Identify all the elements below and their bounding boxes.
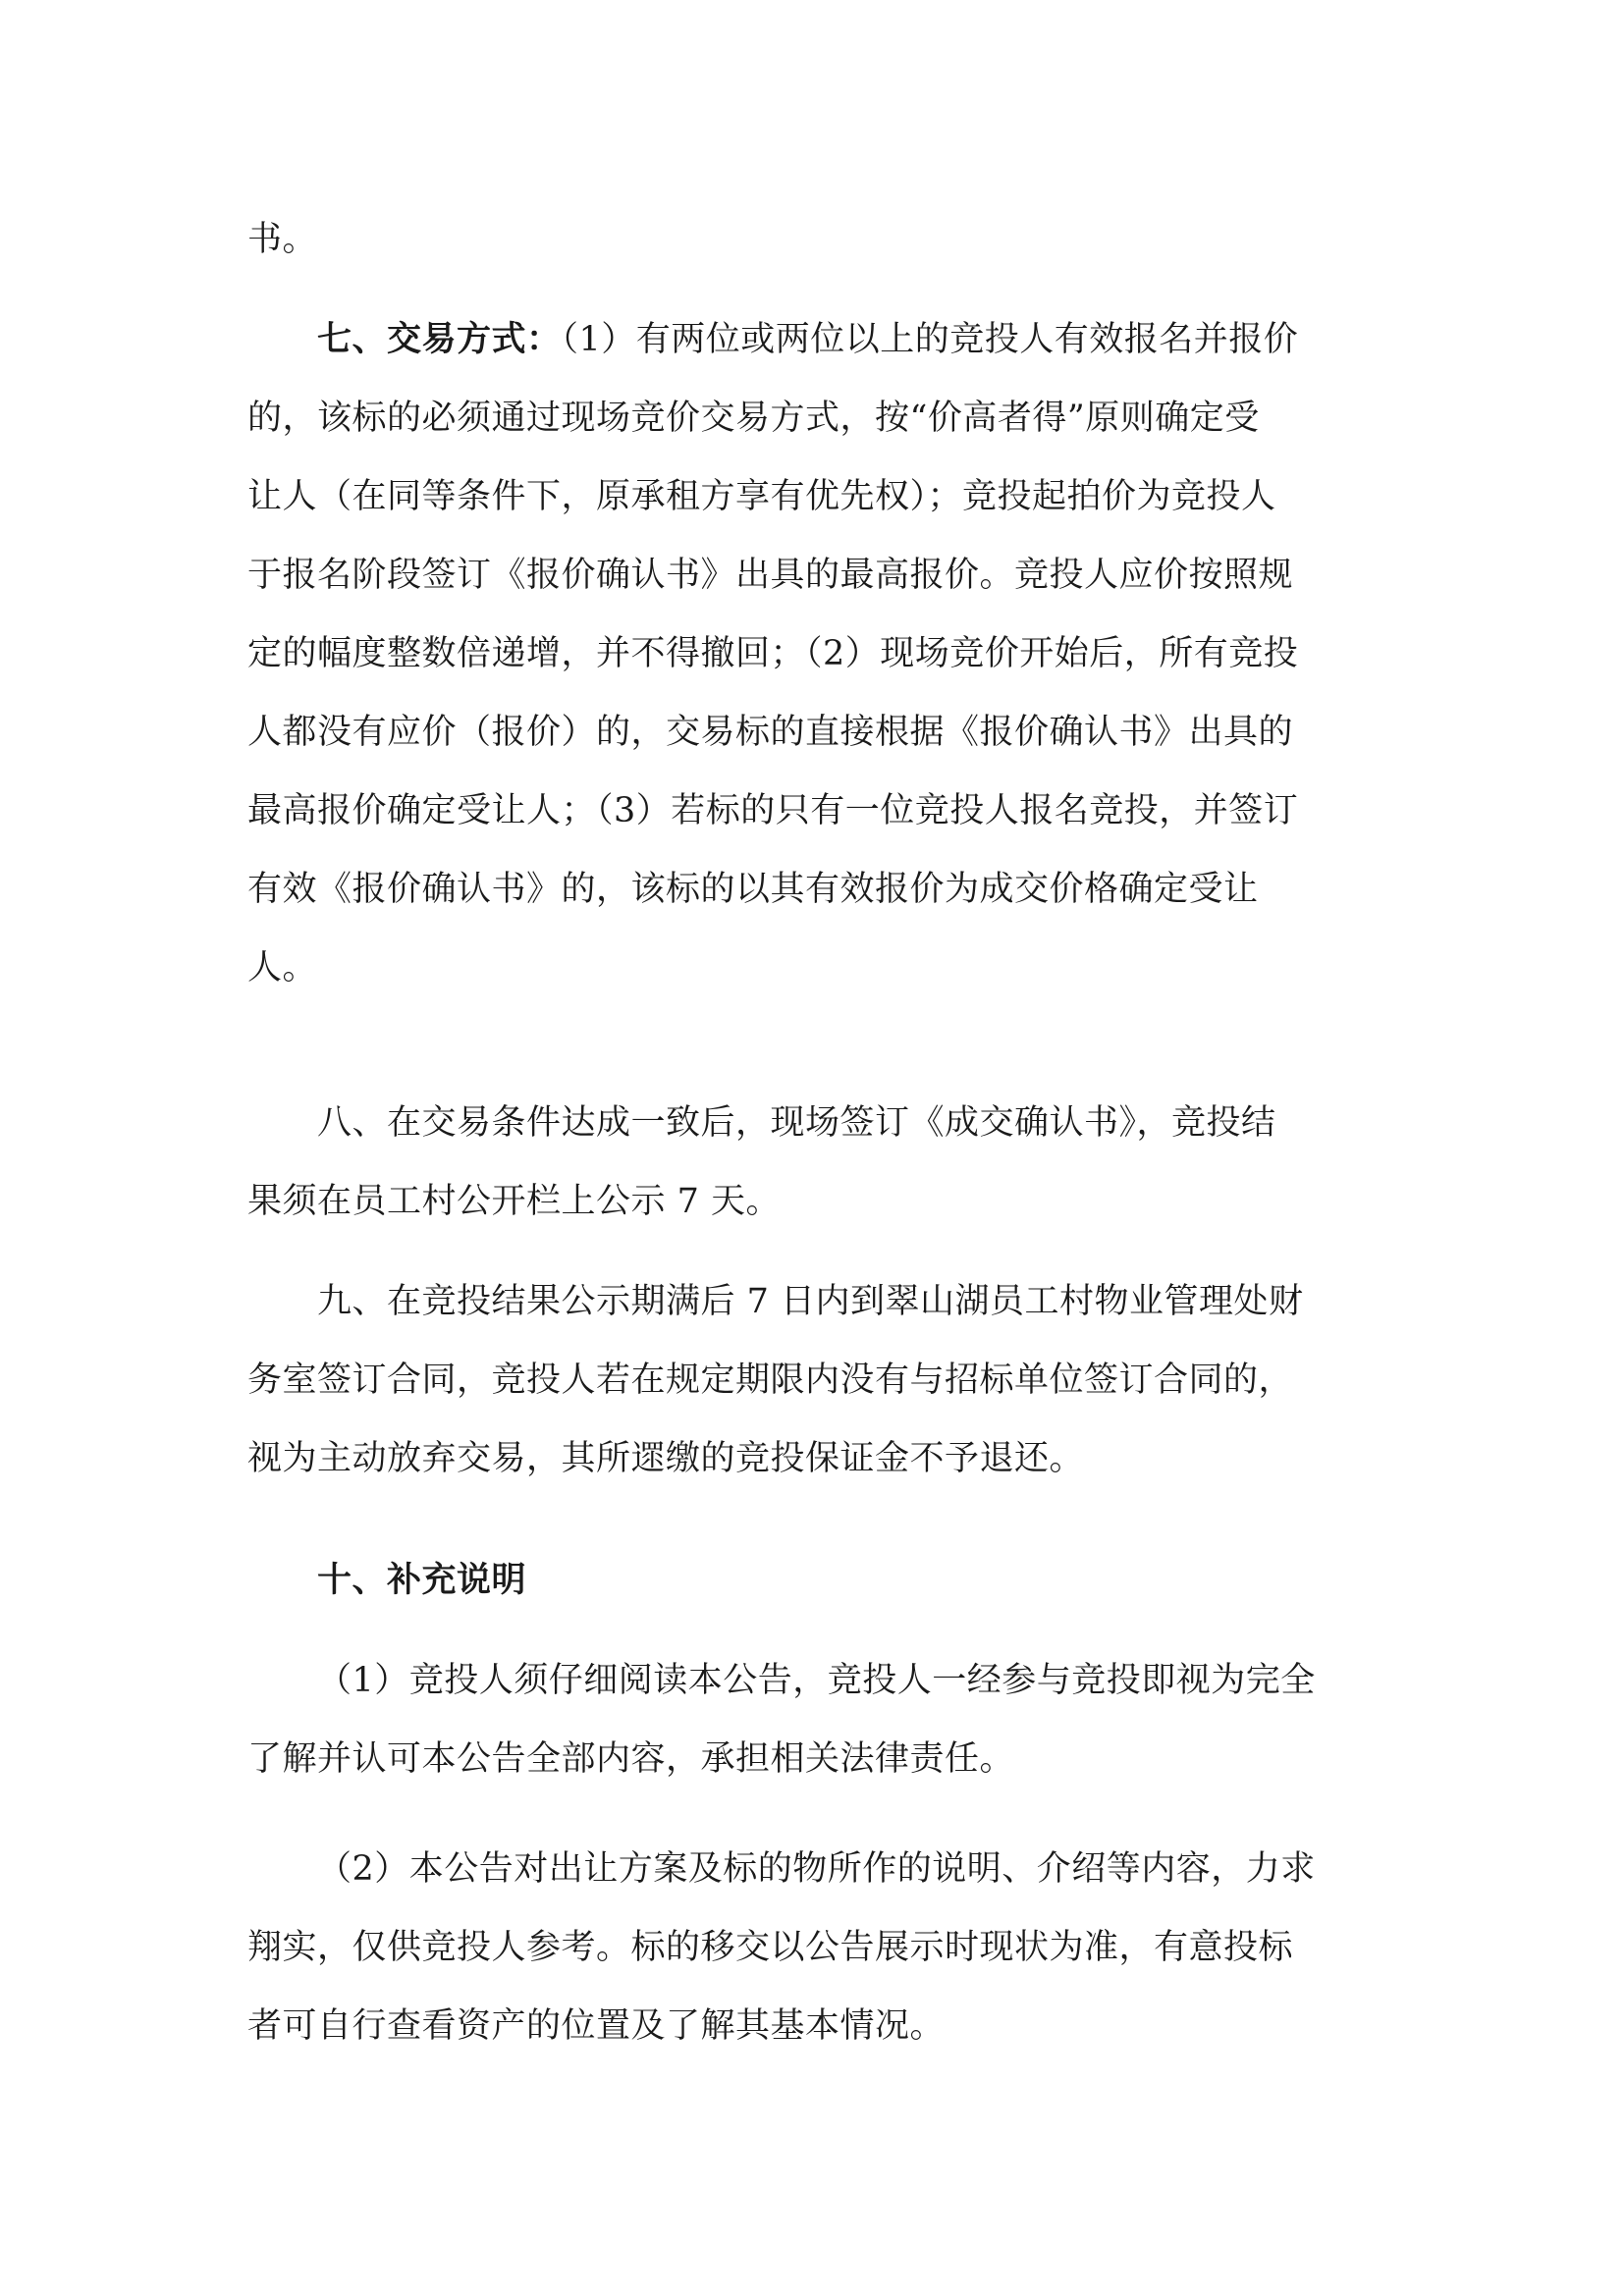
text-line: （2）本公告对出让方案及标的物所作的说明、介绍等内容，力求 xyxy=(317,1849,1316,1889)
text-line: 者可自行查看资产的位置及了解其基本情况。 xyxy=(247,2006,946,2046)
section-9-number: 九、 xyxy=(317,1282,388,1321)
text-line: 定的幅度整数倍递增，并不得撤回；（2）现场竞价开始后，所有竞投 xyxy=(247,634,1299,673)
section-10-heading: 十、补充说明 xyxy=(317,1560,527,1600)
section-7-heading-line: 七、交易方式：（1）有两位或两位以上的竞投人有效报名并报价 xyxy=(317,319,1299,359)
text-line: 人。 xyxy=(247,948,318,988)
text-line: （1）竞投人须仔细阅读本公告，竞投人一经参与竞投即视为完全 xyxy=(317,1661,1316,1700)
text-line: 务室签订合同，竞投人若在规定期限内没有与招标单位签订合同的， xyxy=(247,1361,1294,1400)
text-line: 让人（在同等条件下，原承租方享有优先权）；竞投起拍价为竞投人 xyxy=(247,477,1276,516)
text-line: 了解并认可本公告全部内容，承担相关法律责任。 xyxy=(247,1739,1015,1779)
section-8-number: 八、 xyxy=(317,1103,388,1143)
text-line: 于报名阶段签订《报价确认书》出具的最高报价。竞投人应价按照规 xyxy=(247,556,1294,595)
text-line: 最高报价确定受让人；（3）若标的只有一位竞投人报名竞投，并签订 xyxy=(247,791,1299,830)
text-line: 书。 xyxy=(247,220,318,259)
text-line: 果须在员工村公开栏上公示 7 天。 xyxy=(247,1182,782,1221)
text-line: 视为主动放弃交易，其所遝缴的竞投保证金不予退还。 xyxy=(247,1439,1085,1478)
section-8-line: 八、在交易条件达成一致后，现场签订《成交确认书》，竞投结 xyxy=(317,1103,1276,1143)
text-line: 人都没有应价（报价）的，交易标的直接根据《报价确认书》出具的 xyxy=(247,713,1294,752)
section-10-heading-line xyxy=(317,1557,1386,1604)
section-7-heading: 七、交易方式： xyxy=(317,319,562,359)
text-line: 翔实，仅供竞投人参考。标的移交以公告展示时现状为准，有意投标 xyxy=(247,1928,1294,1967)
text-line: 有效《报价确认书》的，该标的以其有效报价为成交价格确定受让 xyxy=(247,870,1259,909)
text-line: 的，该标的必须通过现场竞价交易方式，按“价高者得”原则确定受 xyxy=(247,399,1260,438)
section-9-line: 九、在竞投结果公示期满后 7 日内到翠山湖员工村物业管理处财 xyxy=(317,1282,1304,1321)
